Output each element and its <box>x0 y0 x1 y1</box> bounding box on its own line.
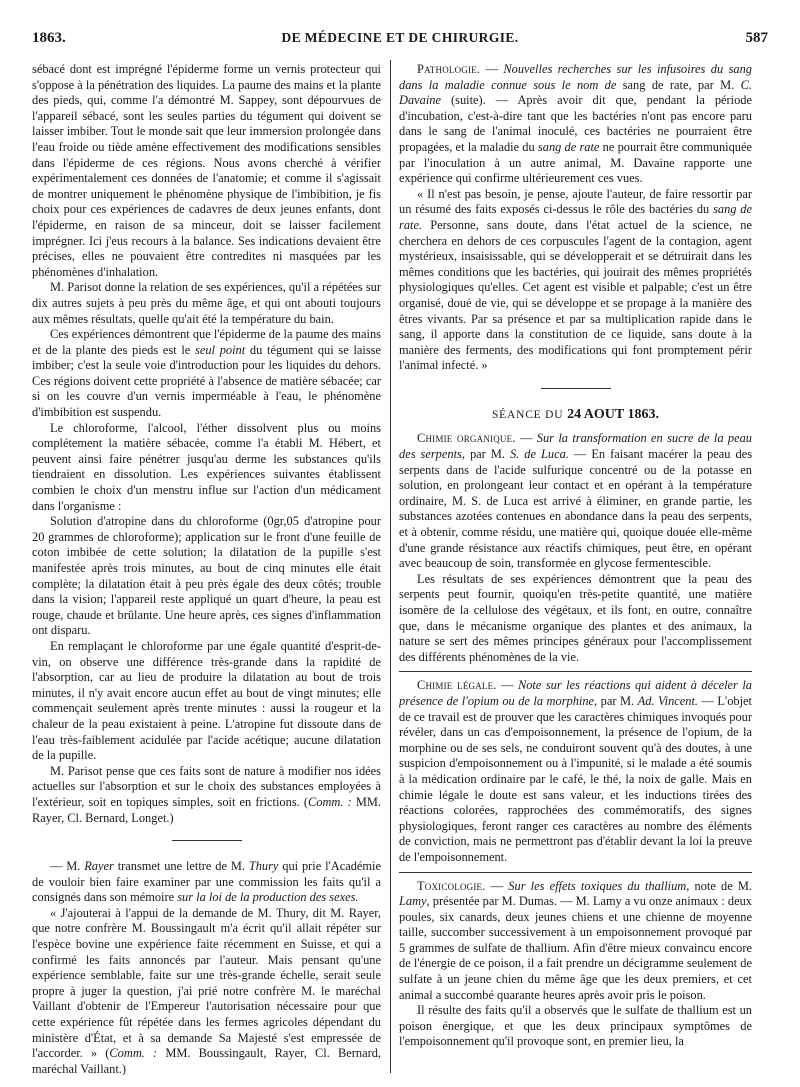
header-year: 1863. <box>32 30 66 46</box>
text-run: du tégument qui se laisse imbiber; c'est la seule voie d'introduction pour les liquides du dehors. Ces régions doivent cette propriété à l'absence de matière sébacée; car si on les couvre d'un vernis imperméable à l'eau, le phénomène d'imbibition est suspendu. <box>32 342 381 420</box>
author-name: S. de Luca. <box>509 447 569 462</box>
author-name: C. Davaine <box>399 77 752 108</box>
section-label: Toxicologie. <box>417 878 486 893</box>
paragraph <box>32 327 381 421</box>
paragraph <box>32 859 381 906</box>
paragraph: Le chloroforme, l'alcool, l'éther dissolvent plus ou moins complétement la matière sébacée, comme l'a établi M. Hébert, et peuvent ainsi faire pénétrer jusqu'au derme les substances qu'ils tiendraient en dissolution. Les expériences suivantes établissent combien le choix d'un menstru influe sur l'action d'un médicament dans l'organisme : <box>32 420 381 513</box>
paragraph: Chimie organique. — Sur la transformation en sucre de la peau des serpents, par M. S. de Luca. — En faisant macérer la peau des serpents dans de l'acide sulfurique concentré ou de la potasse en solution, en prolongeant leur contact et en opérant à la température ordinaire, M. S. de Luca est arrivé à éliminer, en grande partie, les substances azotées contenues en abondance dans la peau des serpents, et à obtenir, comme résidu, une matière qui, quoique douée elle-même d'une grande résistance aux réactifs chimiques, peut être, en opérant avec beaucoup de soin, transformée en glycose fermentescible. <box>399 431 752 571</box>
text-run: transmet une lettre de M. <box>113 859 249 874</box>
paragraph <box>32 764 381 826</box>
paragraph: M. Parisot donne la relation de ses expériences, qu'il a répétées sur dix autres sujets à peu près du même âge, et qui ont abouti toujours aux mêmes résultats, quelle qu'ait été la température du bain. <box>32 280 381 326</box>
article-title: Sur les effets toxiques du thallium, <box>508 878 690 893</box>
text-run: M. Parisot pense que ces faits sont de nature à modifier nos idées actuelles sur l'absorption et sur le choix des substances employées à l'extérieur, soit en topiques simples, soit en frictions. ( <box>32 763 381 809</box>
section-label: Chimie légale. <box>417 678 497 693</box>
text-run: Personne, sans doute, dans l'état actuel de la science, ne cherchera en dehors de ces corpuscules l'agent de la contagion, agent mystérieux, insaisissable, qui se développerait et se détruirait dans les mêmes conditions que les bactéries, qui jouirait des mêmes propriétés physiologiques qu'elles. Cet agent est visible et palpable; c'est un être organisé, doué de vie, qui se développe et se propage à la manière des êtres vivants. Par sa présence et par sa multiplication rapide dans le sang, il apporte dans la constitution de ce liquide, sans doute à la manière des ferments, des modifications qui font promptement périr l'animal infecté. » <box>399 217 752 373</box>
paragraph: sébacé dont est imprégné l'épiderme forme un vernis protecteur qui s'oppose à la pénétration des liquides. La paume des mains et la plante des pieds, qui, comme l'a démontré M. Sappey, sont dépourvues de l'appareil sébacé, sont les seules parties du tégument qui doivent se laisser imbiber. Tout le monde sait que leur immersion prolongée dans l'eau froide ou tiède amène effectivement des modifications sensibles dans l'épiderme de ces régions. Nous avons cherché à vérifier expérimentalement ces données de l'anatomie; et comme il s'agissait de montrer uniquement le phénomène physique de l'imbibition, je fis choix pour ces expériences de cadavres de deux jeunes enfants, dont l'épiderme, en raison de sa minceur, doit se laisser facilement imprégner. Ici j'eus recours à la balance. Ses indications devaient être précises, elles ne pouvaient être contredites ni masquées par les phénomènes d'inhalation. <box>32 62 381 279</box>
text-run: par M. <box>464 447 510 462</box>
page-number: 587 <box>745 30 768 46</box>
rule-separator <box>399 671 752 672</box>
text-run: MM. Boussingault, Rayer, Cl. Bernard, maréchal Vaillant.) <box>32 1046 381 1075</box>
text-run: , présentée par M. Dumas. — M. Lamy a vu onze animaux : deux poules, six canards, deux jeunes chiens et une chienne de moyenne taille, succomber successivement à un empoisonnement provoqué par 5 grammes de sulfate de thallium. Afin d'être mieux convaincu encore de l'énergie de ce poison, il a fait prendre un décigramme seulement de sulfate à un jeune chien du même âge que les deux premiers, et cet animal a succombé quarante heures après avoir pris le poison. <box>399 894 752 1002</box>
column-divider <box>390 60 391 1073</box>
session-date: 24 AOUT 1863. <box>567 406 660 422</box>
author-name: Thury <box>248 859 279 874</box>
text-run: (suite). — Après avoir dit que, pendant la période d'incubation, c'est-à-dire tant que les bactéries n'ont pas encore paru dans le sang de l'animal inoculé, ces bactéries ne pourraient être propagées, et la maladie du <box>399 93 752 154</box>
text-run: — M. <box>50 859 85 874</box>
rule-separator <box>399 872 752 873</box>
session-label: SÉANCE DU <box>491 408 568 421</box>
paragraph <box>32 906 381 1075</box>
comm-label: Comm. : <box>308 794 352 809</box>
article-title: Note sur les réactions qui aident à déceler la présence de l'opium ou de la morphine, <box>399 678 752 708</box>
right-column <box>399 62 752 1075</box>
session-heading <box>399 407 752 424</box>
paragraph: Chimie légale. — Note sur les réactions qui aident à déceler la présence de l'opium ou de la morphine, par M. Ad. Vincent. — L'objet de ce travail est de prouver que les caractères chimiques invoqués pour révéler, dans un cas d'empoisonnement, la présence de l'opium, de la morphine ou de ses sels, ne conduiront souvent qu'à des doutes, à une suspicion d'empoisonnement ou à l'impunité, si le malade a été soumis à la médication ordinaire par le café, le thé, la noix de galle. Mais en chimie légale le doute est sans valeur, et les inductions tirées des réactions colorées, rapprochées des commémoratifs, des signes physiologiques, feront ranger ces caractères au nombre des éléments de conviction, mais ne permettront pas d'établir devant la loi la preuve de l'empoisonnement. <box>399 678 752 864</box>
text-run: sang de rate, par M. <box>616 77 741 92</box>
section-label: Chimie organique. <box>417 431 516 446</box>
emphasis: sang de rate <box>537 139 600 154</box>
section-label: Pathologie. <box>417 62 481 76</box>
author-name: Lamy <box>399 894 427 909</box>
paragraph: Toxicologie. — Sur les effets toxiques du thallium, note de M. Lamy, présentée par M. Dumas. — M. Lamy a vu onze animaux : deux poules, six canards, deux jeunes chiens et une chienne de moyenne taille, succomber successivement à un empoisonnement provoqué par 5 grammes de sulfate de thallium. Afin d'être mieux convaincu encore de l'énergie de ce poison, il a fait prendre un décigramme seulement de sulfate à un jeune chien du même âge que les deux premiers, et cet animal a succombé quarante heures après avoir pris le poison. <box>399 878 752 1002</box>
page-header <box>32 30 768 52</box>
comm-label: Comm. : <box>109 1046 158 1061</box>
text-run: — L'objet de ce travail est de prouver que les caractères chimiques invoqués pour révéler, dans un cas d'empoisonnement, la présence de l'opium, de la morphine ou de ses sels, ne conduiront souvent qu'à des doutes, à une suspicion d'empoisonnement ou à l'impunité, si le malade a été soumis à la médication ordinaire par le café, le thé, la noix de galle. Mais en chimie légale le doute est sans valeur, et les inductions tirées des réactions colorées, rapprochées des commémoratifs, des signes physiologiques, feront ranger ces caractères au nombre des éléments de conviction, mais ne permettront pas d'établir devant la loi la preuve de l'empoisonnement. <box>399 693 752 864</box>
article-title: Sur la transformation en sucre de la peau des serpents, <box>399 431 752 462</box>
paragraph: Les résultats de ses expériences démontrent que la peau des serpents peut fournir, quoiqu'en très-petite quantité, une matière isomère de la cellulose des végétaux, et ils font, en outre, connaître que, dans le mécanisme organique des plantes et des animaux, la nature se sert des mêmes principes généraux pour l'accomplissement des différents phénomènes de la vie. <box>399 571 752 664</box>
text-run: note de M. <box>689 878 752 893</box>
text-run: MM. Rayer, Cl. Bernard, Longet.) <box>32 794 381 825</box>
emphasis: seul point <box>195 342 246 357</box>
text-run: « Il n'est pas besoin, je pense, ajoute l'auteur, de faire ressortir par un résumé des faits exposés ci-dessus le rôle des bactéries du <box>399 186 752 217</box>
emphasis: sang de rate. <box>399 202 752 232</box>
paragraph <box>399 62 752 187</box>
running-title: DE MÉDECINE ET DE CHIRURGIE. <box>281 30 519 45</box>
section-separator <box>172 840 242 841</box>
author-name: Ad. Vincent. <box>637 693 699 708</box>
text-run: qui prie l'Académie de vouloir bien faire examiner par une commission les faits qu'il a consignés dans son mémoire <box>32 859 381 905</box>
article-title: Nouvelles recherches sur les infusoires du sang dans la maladie connue sous le nom de <box>399 62 752 92</box>
author-name: Rayer <box>84 859 114 874</box>
memoir-title: sur la loi de la production des sexes. <box>177 890 359 905</box>
text-run: — <box>480 62 504 76</box>
text-run: par M. <box>597 693 638 708</box>
text-run: « J'ajouterai à l'appui de la demande de M. Thury, dit M. Rayer, que notre confrère M. Boussingault m'a écrit qu'il allait répéter sur l'espèce bovine une expérience faite récemment en Suisse, et qui a confirmé les faits annoncés par l'auteur. Mais pensant qu'une expérience semblable, faite sur une très-grande échelle, serait seule propre à juger la question, j'ai prié notre confrère M. le maréchal Vaillant d'obtenir de l'Empereur l'autorisation nécessaire pour que cette expérience fût répétée dans les fermes agricoles dépendant du ministère d'État, et à sa demande Sa Majesté s'est empressée de l'accorder. » ( <box>32 905 381 1061</box>
paragraph: En remplaçant le chloroforme par une égale quantité d'esprit-de-vin, on observe une différence très-grande dans la rapidité de l'absorption, car au lieu de produire la dilatation au bout de trois minutes, il n'y avait encore aucun effet au bout de vingt minutes; elle commençait seulement après trente minutes : aussi la rougeur et la chaleur de la peau existaient à peine. L'atropine fut dissoute dans de l'eau très-faiblement acidulée par l'acide acétique; aucune dilatation de la pupille. <box>32 638 381 763</box>
paragraph: Il résulte des faits qu'il a observés que le sulfate de thallium est un poison énergique, et que les deux principaux symptômes de l'empoisonnement qu'il provoque sont, en premier lieu, la <box>399 1003 752 1049</box>
paragraph: Solution d'atropine dans du chloroforme (0gr,05 d'atropine pour 20 grammes de chloroforme); application sur le front d'une feuille de coton imbibée de cette solution; la dilatation de la pupille s'est manifestée après trois minutes, au bout de cinq minutes elle était complète; la dilatation était à peu près égale des deux côtés; trouble dans la vision; l'appareil reste appliqué un quart d'heure, la peau est rouge, chaude et brûlante. Une heure après, ces signes d'inflammation ont disparu. <box>32 514 381 638</box>
section-separator <box>541 388 611 389</box>
text-run: Ces expériences démontrent que l'épiderme de la paume des mains et de la plante des pieds est le <box>32 327 381 357</box>
left-column <box>32 62 381 1075</box>
text-run: — En faisant macérer la peau des serpents dans de l'acide sulfurique concentré ou de la potasse en solution, en prolongeant leur contact et en opérant à la température ordinaire, M. S. de Luca est arrivé à éliminer, en grande partie, les substances azotées contenues en abondance dans la peau des serpents, et à obtenir, comme résidu, une matière qui, quoique douée elle-même d'une grande résistance aux réactifs chimiques, peut être, en opérant avec beaucoup de soin, transformée en glycose fermentescible. <box>399 447 752 571</box>
paragraph <box>399 187 752 374</box>
text-run: ne pourrait être communiquée par l'inoculation à un autre animal, M. Davaine rapporte une expérience qui confirme ultérieurement ces vues. <box>399 139 752 186</box>
